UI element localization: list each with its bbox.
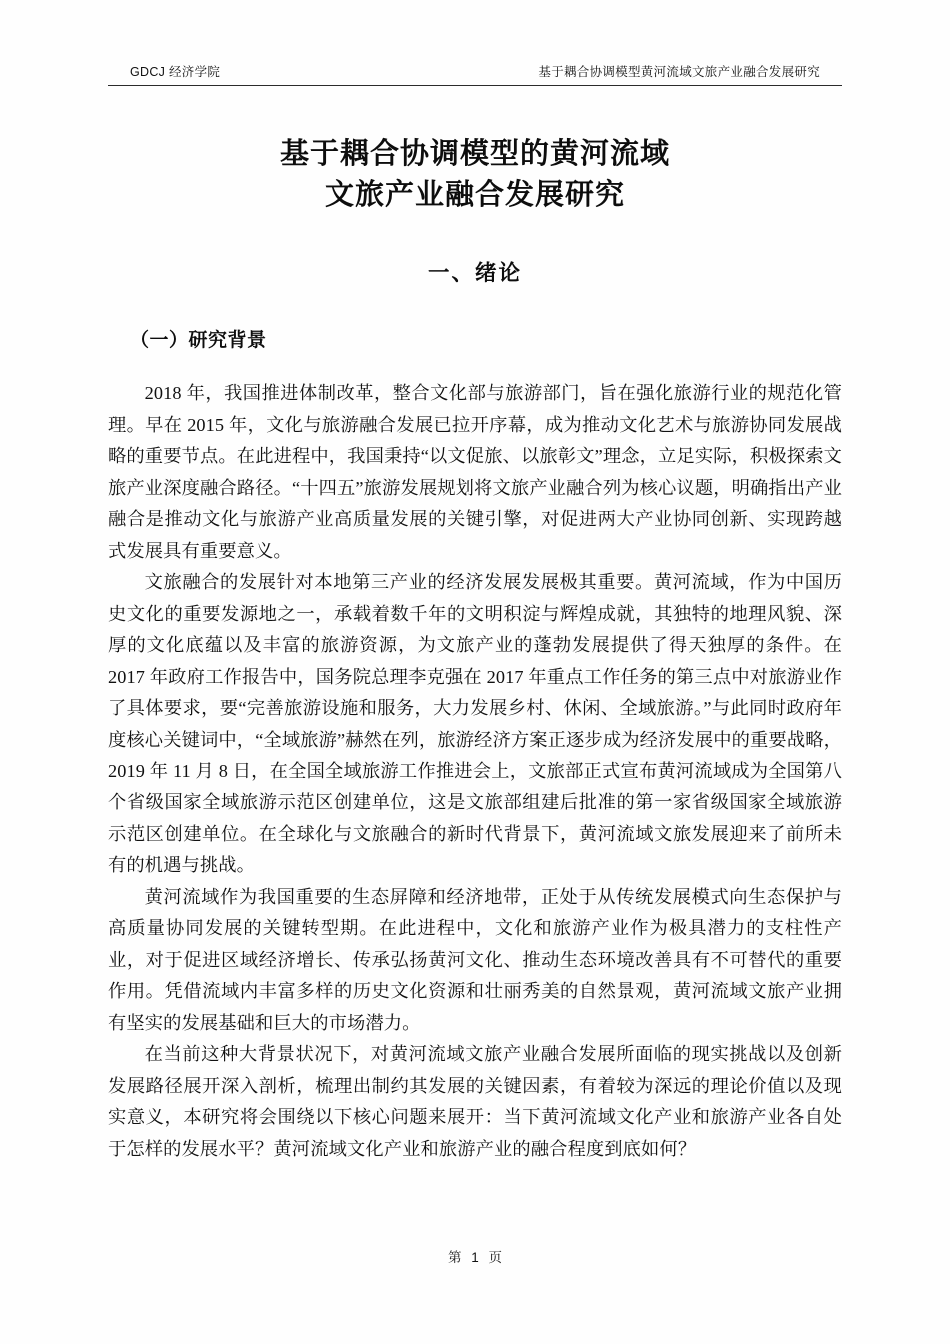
section-heading: （一）研究背景 — [130, 330, 267, 352]
header-left-text: GDCJ 经济学院 — [130, 65, 221, 79]
title-line-2: 文旅产业融合发展研究 — [324, 179, 625, 212]
document-title — [108, 134, 842, 216]
body-text — [108, 378, 842, 1165]
page-footer — [0, 1246, 950, 1266]
page-number: 1 — [471, 1250, 479, 1265]
paragraph: 黄河流域作为我国重要的生态屏障和经济地带，正处于从传统发展模式向生态保护与高质量协同发展的关键转型期。在此进程中，文化和旅游产业作为极具潜力的支柱性产业，对于促进区域经济增长、传承弘扬黄河文化、推动生态环境改善具有不可替代的重要作用。凭借流域内丰富多样的历史文化资源和壮丽秀美的自然景观，黄河流域文旅产业拥有坚实的发展基础和巨大的市场潜力。 — [108, 886, 842, 1033]
header-right-text: 基于耦合协调模型黄河流域文旅产业融合发展研究 — [538, 65, 820, 79]
chapter-heading: 一、绪论 — [427, 261, 522, 286]
paragraph: 2018 年，我国推进体制改革，整合文化部与旅游部门，旨在强化旅游行业的规范化管理。早在 2015 年，文化与旅游融合发展已拉开序幕，成为推动文化艺术与旅游协同发展战略的重要节点。在此进程中，我国秉持“以文促旅、以旅彰文”理念，立足实际，积极探索文旅产业深度融合路径。“十四五”旅游发展规划将文旅产业融合列为核心议题，明确指出产业融合是推动文化与旅游产业高质量发展的关键引擎，对促进两大产业协同创新、实现跨越式发展具有重要意义。 — [108, 383, 842, 561]
running-header — [108, 62, 842, 86]
paragraph: 文旅融合的发展针对本地第三产业的经济发展发展极其重要。黄河流域，作为中国历史文化的重要发源地之一，承载着数千年的文明积淀与辉煌成就，其独特的地理风貌、深厚的文化底蕴以及丰富的旅游资源，为文旅产业的蓬勃发展提供了得天独厚的条件。在 2017 年政府工作报告中，国务院总理李克强在 2017 年重点工作任务的第三点中对旅游业作了具体要求，要“完善旅游设施和服务，大力发展乡村、休闲、全域旅游。”与此同时政府年度核心关键词中，“全域旅游”赫然在列，旅游经济方案正逐步成为经济发展中的重要战略，2019 年 11 月 8 日，在全国全域旅游工作推进会上，文旅部正式宣布黄河流域成为全国第八个省级国家全域旅游示范区创建单位，这是文旅部组建后批准的第一家省级国家全域旅游示范区创建单位。在全球化与文旅融合的新时代背景下，黄河流域文旅发展迎来了前所未有的机遇与挑战。 — [108, 572, 842, 876]
paragraph: 在当前这种大背景状况下，对黄河流域文旅产业融合发展所面临的现实挑战以及创新发展路径展开深入剖析，梳理出制约其发展的关键因素，有着较为深远的理论价值以及现实意义，本研究将会围绕以下核心问题来展开：当下黄河流域文化产业和旅游产业各自处于怎样的发展水平？黄河流域文化产业和旅游产业的融合程度到底如何？ — [108, 1044, 842, 1159]
title-line-1: 基于耦合协调模型的黄河流域 — [279, 138, 670, 170]
footer-suffix: 页 — [488, 1250, 503, 1265]
footer-prefix: 第 — [447, 1250, 462, 1265]
